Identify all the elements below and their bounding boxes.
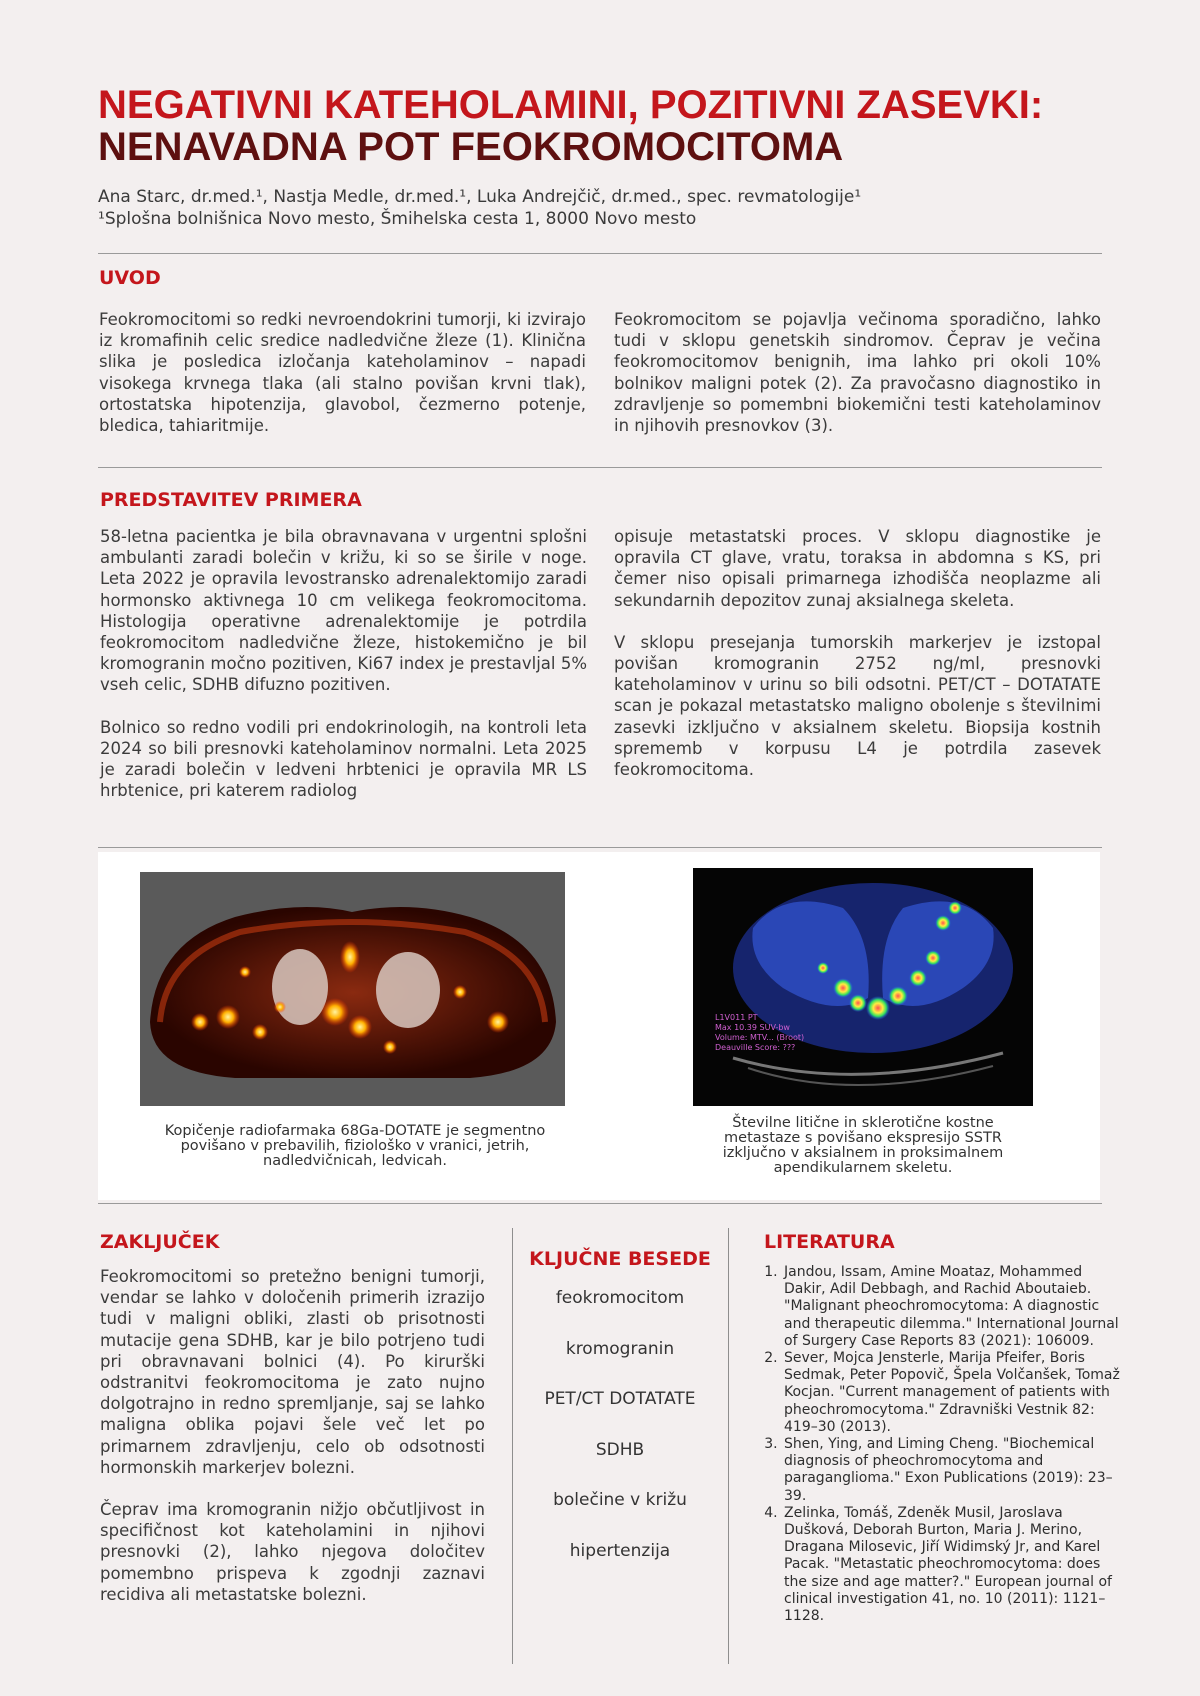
section-heading-literatura: LITERATURA bbox=[764, 1231, 895, 1253]
section-heading-zakljucek: ZAKLJUČEK bbox=[100, 1231, 220, 1253]
uvod-left-column bbox=[99, 309, 586, 457]
poster-title bbox=[98, 84, 1118, 168]
keyword-item: bolečine v križu bbox=[553, 1490, 687, 1510]
uvod-right-column bbox=[614, 309, 1101, 457]
figure-caption-2: Številne litične in sklerotične kostne metastaze s povišano ekspresijo SSTR izključno v aksialnem in proksimalnem apendikularnem skeletu. bbox=[722, 1115, 1004, 1176]
overlay-line-1: L1V011 PT bbox=[715, 1013, 758, 1022]
section-heading-primer: PREDSTAVITEV PRIMERA bbox=[100, 489, 362, 511]
zakljucek-paragraph-2: Čeprav ima kromogranin nižjo občutljivost in specifičnost kot kateholamini in njihovi presnovki (2), lahko njegova določitev pomembno prispeva k zgodnji zaznavi recidiva ali metastatske bolezni. bbox=[100, 1500, 485, 1604]
column-divider bbox=[512, 1228, 513, 1664]
zakljucek-column bbox=[100, 1266, 485, 1626]
zakljucek-paragraph-1: Feokromocitomi so pretežno benigni tumorji, vendar se lahko v določenih primerih izrazijo tudi v maligni obliki, zlasti ob prisotnosti mutacije gena SDHB, kar je bilo potrjeno tudi pri obravnavani bolnici (4). Po kirurški odstranitvi feokromocitoma je zato nujno dolgotrajno in redno spremljanje, saj se lahko maligna oblika pojavi šele več let po primarnem zdravljenju, celo ob odsotnosti hormonskih markerjev bolezni. bbox=[100, 1267, 485, 1477]
figures-panel bbox=[98, 852, 1100, 1200]
reference-item: 4. Zelinka, Tomáš, Zdeněk Musil, Jaroslava Dušková, Deborah Burton, Maria J. Merino, Dragana Milosevic, Jiří Widimský Jr, and Karel Pacak. "Metastatic pheochromocytoma: does the size and age matter?." European journal of clinical investigation 41, no. 10 (2011): 1121–1128. bbox=[782, 1505, 1122, 1625]
pet-ct-pelvis-image bbox=[693, 868, 1033, 1106]
overlay-line-2: Max 10.39 SUV-bw bbox=[715, 1023, 790, 1032]
primer-left-column bbox=[100, 526, 587, 822]
section-heading-keywords: KLJUČNE BESEDE bbox=[529, 1247, 711, 1270]
section-heading-uvod: UVOD bbox=[99, 267, 161, 289]
keyword-item: SDHB bbox=[595, 1439, 645, 1460]
keyword-item: hipertenzija bbox=[569, 1540, 671, 1561]
primer-paragraph-4: V sklopu presejanja tumorskih markerjev je izstopal povišan kromogranin 2752 ng/ml, presnovki kateholaminov v urinu so bili odsotni. PET/CT – DOTATATE scan je pokazal metastatsko maligno obolenje s številnimi zasevki izključno v aksialnem skeletu. Biopsija kostnih sprememb v korpusu L4 je potrdila zasevek feokromocitoma. bbox=[614, 632, 1101, 780]
keyword-item: feokromocitom bbox=[555, 1288, 685, 1308]
keyword-item: PET/CT DOTATATE bbox=[544, 1389, 696, 1409]
author-names: Ana Starc, dr.med.¹, Nastja Medle, dr.med.¹, Luka Andrejčič, dr.med., spec. revmatologije¹ bbox=[98, 187, 862, 207]
divider bbox=[98, 467, 1102, 468]
title-line-1: NEGATIVNI KATEHOLAMINI, POZITIVNI ZASEVKI: bbox=[98, 83, 1044, 127]
overlay-line-4: Deauville Score: ??? bbox=[715, 1043, 796, 1052]
uvod-paragraph-left: Feokromocitomi so redki nevroendokrini tumorji, ki izvirajo iz kromafinih celic sredice nadledvične žleze (1). Klinična slika je posledica izločanja kateholaminov – napadi visokega krvnega tlaka (ali stalno povišan krvni tlak), ortostatska hipotenzija, glavobol, čezmerno potenje, bledica, tahiaritmije. bbox=[99, 310, 586, 436]
author-affiliation: ¹Splošna bolnišnica Novo mesto, Šmihelska cesta 1, 8000 Novo mesto bbox=[98, 209, 697, 229]
reference-item: 2. Sever, Mojca Jensterle, Marija Pfeifer, Boris Sedmak, Peter Popovič, Špela Volčanšek, Tomaž Kocjan. "Current management of patients with pheochromocytoma." Zdravniški Vestnik 82: 419–30 (2013). bbox=[782, 1350, 1122, 1436]
reference-item: 3. Shen, Ying, and Liming Cheng. "Biochemical diagnosis of pheochromocytoma and paraganglioma." Exon Publications (2019): 23–39. bbox=[782, 1436, 1122, 1505]
divider bbox=[98, 847, 1102, 848]
pet-ct-thorax-image bbox=[140, 872, 565, 1106]
column-divider bbox=[728, 1228, 729, 1664]
keywords-list bbox=[520, 1288, 720, 1591]
primer-paragraph-1: 58-letna pacientka je bila obravnavana v urgentni splošni ambulanti zaradi bolečin v križu, ki so se širile v noge. Leta 2022 je opravila levostransko adrenalektomijo zaradi hormonsko aktivnega 10 cm velikega feokromocitoma. Histologija operativne adrenalektomije je potrdila feokromocitom nadledvične žleze, histokemično je bil kromogranin močno pozitiven, Ki67 index je prestavljal 5% vseh celic, SDHB difuzno pozitiven. bbox=[100, 527, 587, 695]
authors-block bbox=[98, 186, 1118, 230]
primer-right-column bbox=[614, 526, 1101, 801]
primer-paragraph-3: opisuje metastatski proces. V sklopu diagnostike je opravila CT glave, vratu, toraksa in abdomna s KS, pri čemer niso opisali primarnega izhodišča neoplazme ali sekundarnih depozitov zunaj aksialnega skeleta. bbox=[614, 527, 1101, 610]
reference-list bbox=[764, 1264, 1122, 1625]
divider bbox=[98, 1203, 1102, 1204]
overlay-line-3: Volume: MTV... (Broot) bbox=[715, 1033, 805, 1042]
reference-item: 1. Jandou, Issam, Amine Moataz, Mohammed Dakir, Adil Debbagh, and Rachid Aboutaieb. "Malignant pheochromocytoma: A diagnostic and therapeutic dilemma." International Journal of Surgery Case Reports 83 (2021): 106009. bbox=[782, 1264, 1122, 1350]
uvod-paragraph-right: Feokromocitom se pojavlja večinoma sporadično, lahko tudi v sklopu genetskih sindromov. Čeprav je večina feokromocitomov benignih, ima lahko pri okoli 10% bolnikov maligni potek (2). Za pravočasno diagnostiko in zdravljenje so pomembni biokemični testi kateholaminov in njihovih presnovkov (3). bbox=[614, 310, 1101, 436]
figure-caption-1: Kopičenje radiofarmaka 68Ga-DOTATE je segmentno povišano v prebavilih, fiziološko v vranici, jetrih, nadledvičnicah, ledvicah. bbox=[164, 1123, 546, 1169]
title-line-2: NENAVADNA POT FEOKROMOCITOMA bbox=[98, 125, 844, 169]
keyword-item: kromogranin bbox=[565, 1338, 675, 1359]
divider bbox=[98, 253, 1102, 254]
primer-paragraph-2: Bolnico so redno vodili pri endokrinologih, na kontroli leta 2024 so bili presnovki kateholaminov normalni. Leta 2025 je zaradi bolečin v ledveni hrbtenici je opravila MR LS hrbtenice, pri katerem radiolog bbox=[100, 717, 587, 801]
